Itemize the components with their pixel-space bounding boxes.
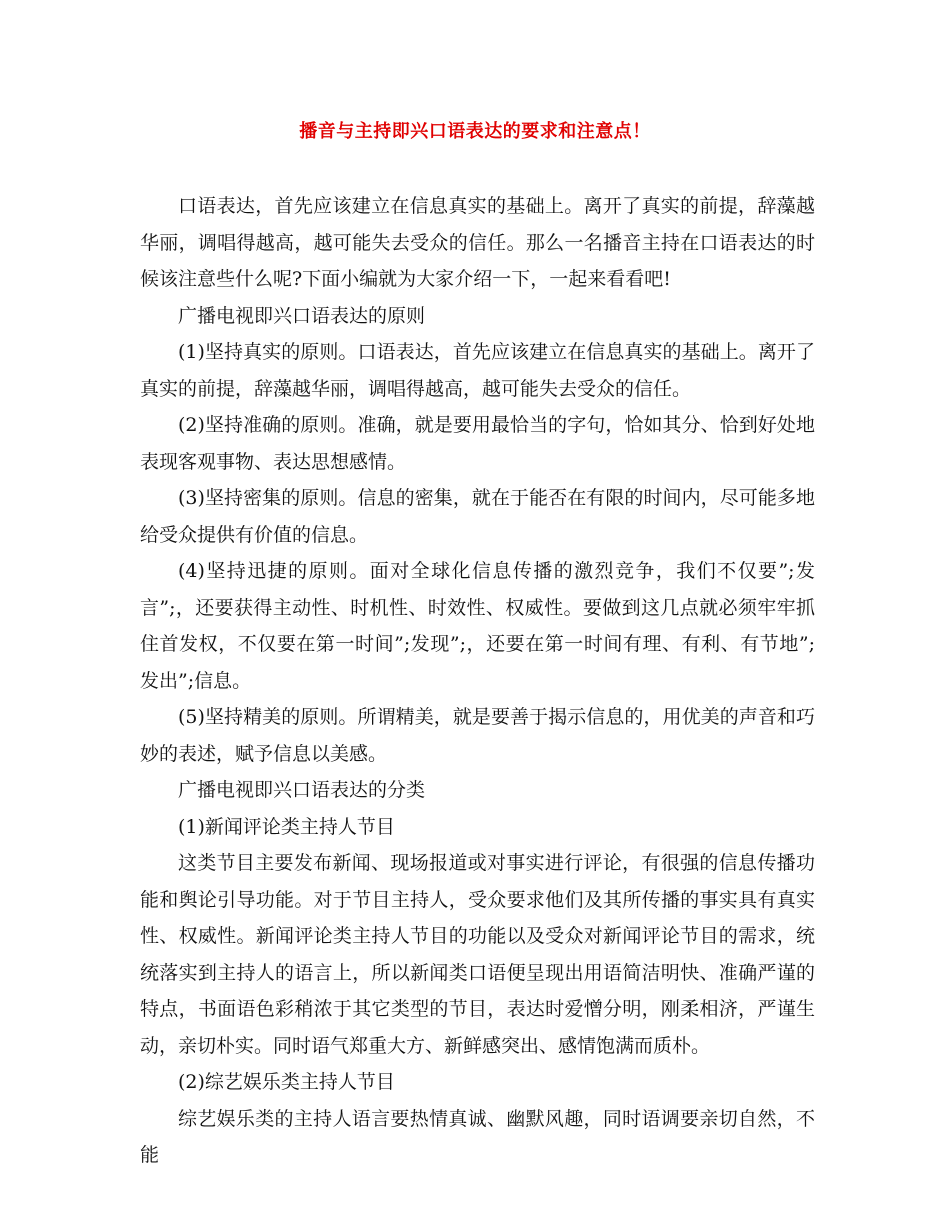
principle-5-paragraph: (5)坚持精美的原则。所谓精美，就是要善于揭示信息的，用优美的声音和巧妙的表述，赋予信息以美感。	[140, 706, 815, 765]
category-1-heading: (1)新闻评论类主持人节目	[178, 815, 395, 838]
principle-2-paragraph: (2)坚持准确的原则。准确，就是要用最恰当的字句，恰如其分、恰到好处地表现客观事物、表达思想感情。	[140, 414, 815, 473]
intro-paragraph: 口语表达，首先应该建立在信息真实的基础上。离开了真实的前提，辞藻越华丽，调唱得越高，越可能失去受众的信任。那么一名播音主持在口语表达的时候该注意些什么呢?下面小编就为大家介绍一下，一起来看看吧!	[140, 195, 815, 290]
section-heading-categories: 广播电视即兴口语表达的分类	[178, 779, 426, 801]
principle-3-paragraph: (3)坚持密集的原则。信息的密集，就在于能否在有限的时间内，尽可能多地给受众提供有价值的信息。	[140, 487, 815, 546]
document-body	[140, 188, 815, 1174]
section-heading-principles: 广播电视即兴口语表达的原则	[178, 304, 426, 327]
category-1-paragraph: 这类节目主要发布新闻、现场报道或对事实进行评论，有很强的信息传播功能和舆论引导功能。对于节目主持人，受众要求他们及其所传播的事实具有真实性、权威性。新闻评论类主持人节目的功能以及受众对新闻评论节目的需求，统统落实到主持人的语言上，所以新闻类口语便呈现出用语简洁明快、准确严谨的特点，书面语色彩稍浓于其它类型的节目，表达时爱憎分明，刚柔相济，严谨生动，亲切朴实。同时语气郑重大方、新鲜感突出、感情饱满而质朴。	[140, 852, 815, 1057]
category-2-heading: (2)综艺娱乐类主持人节目	[178, 1071, 395, 1093]
principle-4-paragraph: (4)坚持迅捷的原则。面对全球化信息传播的激烈竞争，我们不仅要”;发言”;，还要获得主动性、时机性、时效性、权威性。要做到这几点就必须牢牢抓住首发权，不仅要在第一时间”;发现”;，还要在第一时间有理、有利、有节地”;发出”;信息。	[140, 560, 815, 692]
principle-1-paragraph: (1)坚持真实的原则。口语表达，首先应该建立在信息真实的基础上。离开了真实的前提，辞藻越华丽，调唱得越高，越可能失去受众的信任。	[140, 341, 815, 400]
document-title: 播音与主持即兴口语表达的要求和注意点！	[299, 121, 651, 142]
category-2-paragraph: 综艺娱乐类的主持人语言要热情真诚、幽默风趣，同时语调要亲切自然，不能	[140, 1107, 815, 1166]
